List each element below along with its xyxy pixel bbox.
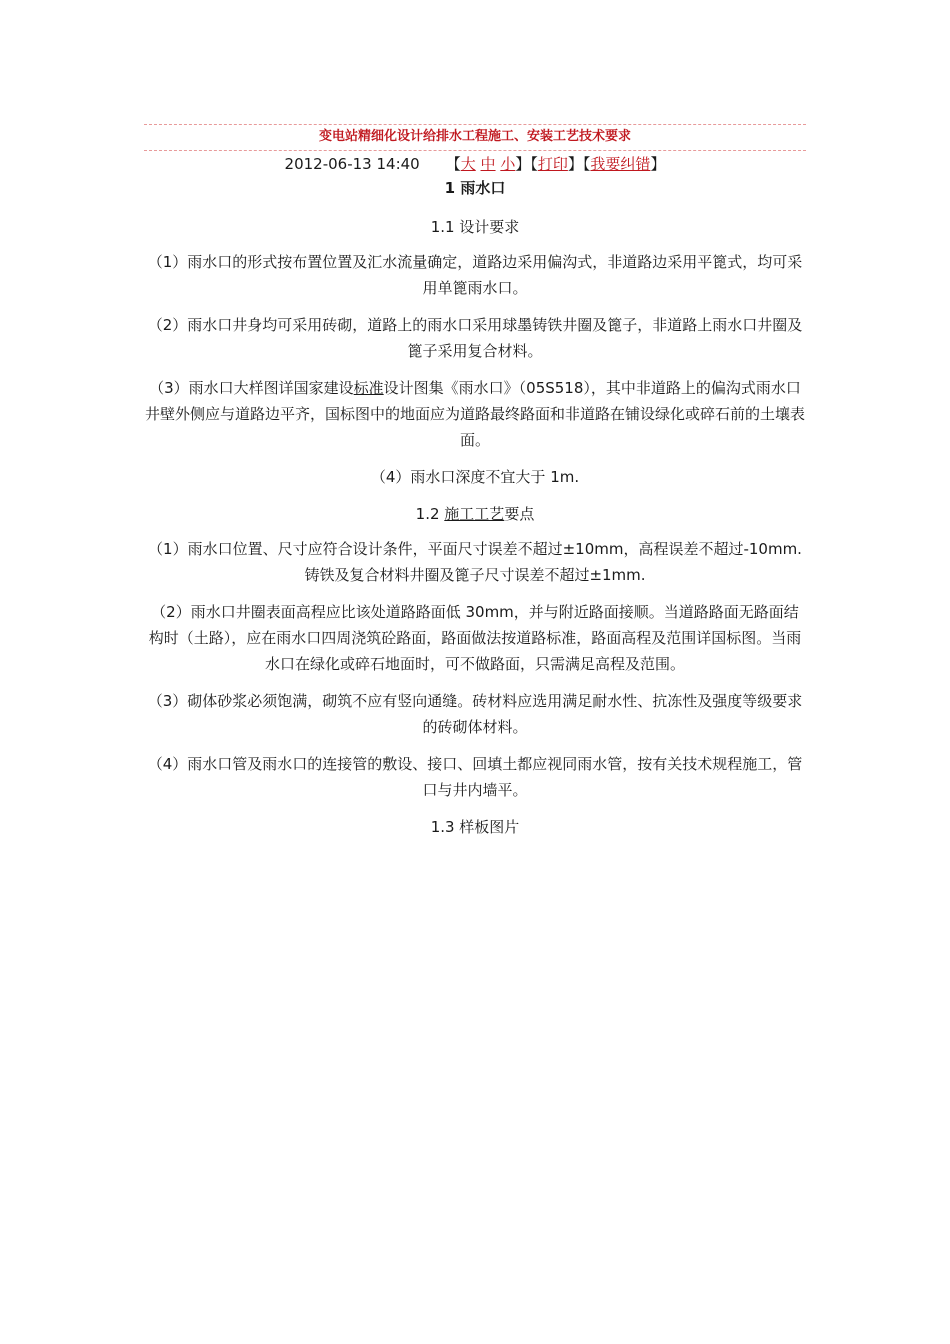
subsection-title-samples: 1.3 样板图片	[430, 818, 520, 836]
construction-process-link[interactable]: 施工工艺	[444, 505, 505, 523]
standard-link[interactable]: 标准	[353, 379, 384, 397]
article-body	[144, 214, 806, 851]
section-heading: 1 雨水口	[444, 179, 506, 197]
paragraph: （3）雨水口大样图详国家建设标准设计图集《雨水口》（05S518），其中非道路上的偏沟式雨水口井壁外侧应与道路边平齐，国标图中的地面应为道路最终路面和非道路在铺设绿化或碎石前的土壤表面。	[144, 379, 805, 449]
paragraph: （1）雨水口位置、尺寸应符合设计条件，平面尺寸误差不超过±10mm，高程误差不超过-10mm.铸铁及复合材料井圈及篦子尺寸误差不超过±1mm.	[148, 540, 802, 584]
paragraph: （2）雨水口井身均可采用砖砌，道路上的雨水口采用球墨铸铁井圈及篦子，非道路上雨水口井圈及篦子采用复合材料。	[147, 316, 803, 360]
paragraph: （3）砌体砂浆必须饱满，砌筑不应有竖向通缝。砖材料应选用满足耐水性、抗冻性及强度等级要求的砖砌体材料。	[147, 692, 803, 736]
article-title: 变电站精细化设计给排水工程施工、安装工艺技术要求	[318, 129, 631, 144]
paragraph: （4）雨水口管及雨水口的连接管的敷设、接口、回填土都应视同雨水管，按有关技术规程施工，管口与井内墙平。	[147, 755, 803, 799]
paragraph: （2）雨水口井圈表面高程应比该处道路路面低 30mm，并与附近路面接顺。当道路路面无路面结构时（土路），应在雨水口四周浇筑砼路面，路面做法按道路标准，路面高程及范围详国标图。当雨水口在绿化或碎石地面时，可不做路面，只需满足高程及范围。	[148, 603, 802, 673]
font-size-large-link[interactable]: 大	[460, 155, 476, 173]
subsection-title-construction: 1.2 施工工艺要点	[415, 505, 535, 523]
font-size-medium-link[interactable]: 中	[480, 155, 496, 173]
print-link[interactable]: 打印	[537, 155, 568, 173]
title-top-divider	[144, 124, 806, 125]
paragraph: （4）雨水口深度不宜大于 1m.	[370, 468, 580, 486]
font-size-small-link[interactable]: 小	[500, 155, 516, 173]
article-meta: 2012-06-13 14:40 【大 中 小】【打印】【我要纠错】	[284, 155, 666, 173]
title-bottom-divider	[144, 150, 806, 151]
paragraph: （1）雨水口的形式按布置位置及汇水流量确定，道路边采用偏沟式，非道路边采用平篦式，均可采用单篦雨水口。	[147, 253, 803, 297]
subsection-title-design: 1.1 设计要求	[430, 218, 520, 236]
report-error-link[interactable]: 我要纠错	[590, 155, 651, 173]
publish-datetime: 2012-06-13 14:40	[284, 155, 420, 173]
